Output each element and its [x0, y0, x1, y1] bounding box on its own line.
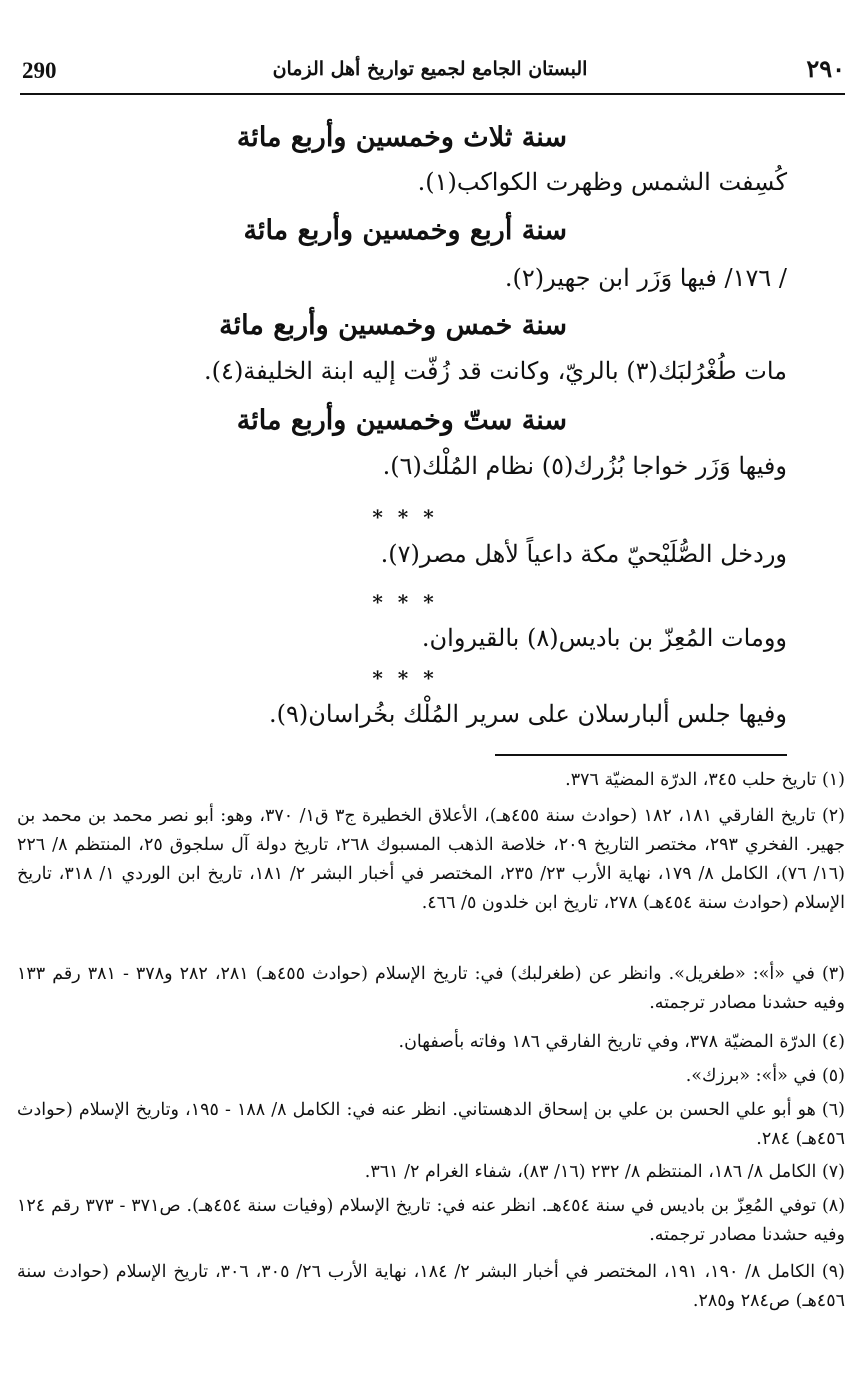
entry-line: مات طُغْرُلبَك(٣) بالريّ، وكانت قد زُفّت إليه ابنة الخليفة(٤). [204, 357, 787, 385]
entry-line: / ١٧٦/ فيها وَزَر ابن جهير(٢). [504, 264, 787, 292]
entry-line: وردخل الصُّلَيْحيّ مكة داعياً لأهل مصر(٧). [380, 540, 787, 568]
footnote-text: هو أبو علي الحسن بن علي بن إسحاق الدهستاني. انظر عنه في: الكامل ٨/ ١٨٨ - ١٩٥، وتاريخ الإسلام (حوادث ٤٥٦هـ) ٢٨٤. [17, 1100, 845, 1149]
year-heading-456: سنة ستّ وخمسين وأربع مائة [236, 405, 567, 436]
year-heading-454: سنة أربع وخمسين وأربع مائة [243, 215, 567, 246]
page-number-arabic: ٢٩٠ [806, 54, 845, 83]
footnote-text: توفي المُعِزّ بن باديس في سنة ٤٥٤هـ. انظر عنه في: تاريخ الإسلام (وفيات سنة ٤٥٤هـ). ص٣٧١ - ٣٧٣ رقم ١٢٤ وفيه حشدنا مصادر ترجمته. [17, 1196, 845, 1245]
footnote-5 [17, 1062, 845, 1091]
footnote-8 [17, 1192, 845, 1250]
entry-line: وفيها وَزَر خواجا بُزُرك(٥) نظام المُلْك(٦). [382, 452, 787, 480]
footnote-text: الكامل ٨/ ١٨٦، المنتظم ٨/ ٢٣٢ (١٦/ ٨٣)، شفاء الغرام ٢/ ٣٦١. [364, 1162, 817, 1182]
entry-line: وفيها جلس ألبارسلان على سرير المُلْك بخُراسان(٩). [269, 700, 787, 728]
footnote-number: (٧) [821, 1162, 845, 1182]
footnote-rule [495, 754, 787, 756]
footnote-9 [17, 1258, 845, 1316]
header-rule [20, 93, 845, 95]
footnote-text: الكامل ٨/ ١٩٠، ١٩١، المختصر في أخبار البشر ٢/ ١٨٤، نهاية الأرب ٢٦/ ٣٠٥، ٣٠٦، تاريخ الإسلام (حوادث سنة ٤٥٦هـ) ص٢٨٤ و٢٨٥. [17, 1262, 845, 1311]
year-heading-453: سنة ثلاث وخمسين وأربع مائة [236, 122, 567, 153]
entry-line: كُسِفت الشمس وظهرت الكواكب(١). [417, 168, 787, 196]
footnote-number: (٦) [821, 1100, 845, 1120]
footnote-number: (٣) [821, 964, 845, 984]
footnote-number: (٥) [821, 1066, 845, 1086]
running-title: البستان الجامع لجميع تواريخ أهل الزمان [272, 58, 588, 80]
footnote-text: الدرّة المضيّة ٣٧٨، وفي تاريخ الفارقي ١٨٦ وفاته بأصفهان. [398, 1032, 817, 1052]
footnote-6 [17, 1096, 845, 1154]
footnote-text: تاريخ حلب ٣٤٥، الدرّة المضيّة ٣٧٦. [565, 770, 817, 790]
section-separator: * * * [372, 666, 438, 690]
year-heading-455: سنة خمس وخمسين وأربع مائة [219, 310, 567, 341]
section-separator: * * * [372, 505, 438, 529]
footnote-number: (٨) [821, 1196, 846, 1216]
footnote-number: (٩) [821, 1262, 845, 1282]
footnote-4 [17, 1028, 845, 1057]
footnote-text: في «أ»: «برزك». [685, 1066, 817, 1086]
footnote-2 [17, 802, 845, 918]
footnote-number: (٢) [821, 806, 845, 826]
footnote-number: (١) [821, 770, 845, 790]
footnote-number: (٤) [821, 1032, 845, 1052]
section-separator: * * * [372, 590, 438, 614]
footnote-1 [17, 766, 845, 795]
footnote-3 [17, 960, 845, 1018]
page-number-latin: 290 [22, 58, 57, 83]
footnote-7 [17, 1158, 845, 1187]
footnote-text: تاريخ الفارقي ١٨١، ١٨٢ (حوادث سنة ٤٥٥هـ)، الأعلاق الخطيرة ج٣ ق١/ ٣٧٠، وهو: أبو نصر محمد بن محمد بن جهير. الفخري ٢٩٣، مختصر التاريخ ٢٠٩، خلاصة الذهب المسبوك ٢٦٨، تاريخ دولة آل سلجوق ٢٥، المنتظم ٨/ ٢٢٦ (١٦/ ٧٦)، الكامل ٨/ ١٧٩، نهاية الأرب ٢٣/ ٢٣٥، المختصر في أخبار البشر ٢/ ١٨١، تاريخ ابن الوردي ١/ ٣١٨، تاريخ الإسلام (حوادث سنة ٤٥٤هـ) ٢٧٨، تاريخ ابن خلدون ٥/ ٤٦٦. [17, 806, 845, 913]
footnote-text: في «أ»: «طغريل». وانظر عن (طغرلبك) في: تاريخ الإسلام (حوادث ٤٥٥هـ) ٢٨١، ٢٨٢ و٣٧٨ - ٣٨١ رقم ١٣٣ وفيه حشدنا مصادر ترجمته. [17, 964, 845, 1013]
entry-line: وومات المُعِزّ بن باديس(٨) بالقيروان. [421, 624, 787, 652]
